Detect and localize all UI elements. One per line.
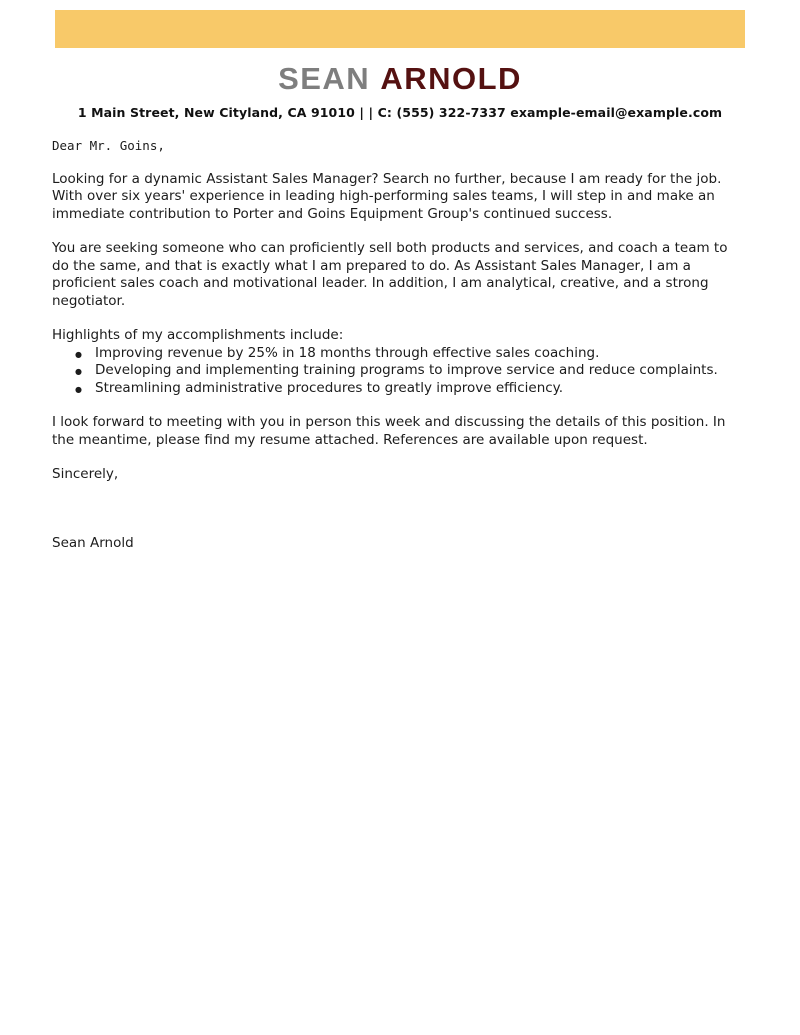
- paragraph-closing: I look forward to meeting with you in person this week and discussing the details of this position. In the meantime, please find my resume attached. References are available upon request.: [52, 414, 726, 448]
- highlight-item: ● Improving revenue by 25% in 18 months through effective sales coaching.: [52, 345, 748, 363]
- contact-line: 1 Main Street, New Cityland, CA 91010 | | C: (555) 322-7337 example-email@example.com: [77, 105, 723, 120]
- highlights-intro: Highlights of my accomplishments include:: [52, 327, 344, 343]
- candidate-last-name: ARNOLD: [380, 61, 522, 96]
- paragraph-intro: Looking for a dynamic Assistant Sales Manager? Search no further, because I am ready for the job. With over six years' experience in leading high-performing sales teams, I will step in and make an immediate contribution to Porter and Goins Equipment Group's continued success.: [52, 170, 722, 222]
- highlight-item: ● Streamlining administrative procedures to greatly improve efficiency.: [52, 380, 748, 398]
- paragraph-qualifications: You are seeking someone who can proficiently sell both products and services, and coach a team to do the same, and that is exactly what I am prepared to do. As Assistant Sales Manager, I am a proficient sales coach and motivational leader. In addition, I am analytical, creative, and a strong negotiator.: [52, 240, 728, 309]
- highlight-item: ● Developing and implementing training programs to improve service and reduce complaints.: [52, 362, 748, 380]
- name-space: [370, 61, 380, 96]
- candidate-first-name: SEAN: [278, 61, 371, 96]
- header-accent-banner: [55, 10, 745, 48]
- greeting: Dear Mr. Goins,: [52, 138, 165, 153]
- candidate-name: [0, 62, 800, 96]
- letter-body: [0, 120, 800, 552]
- signature-name: Sean Arnold: [52, 534, 134, 551]
- sign-off: Sincerely,: [52, 466, 119, 482]
- highlights-list: [52, 345, 748, 398]
